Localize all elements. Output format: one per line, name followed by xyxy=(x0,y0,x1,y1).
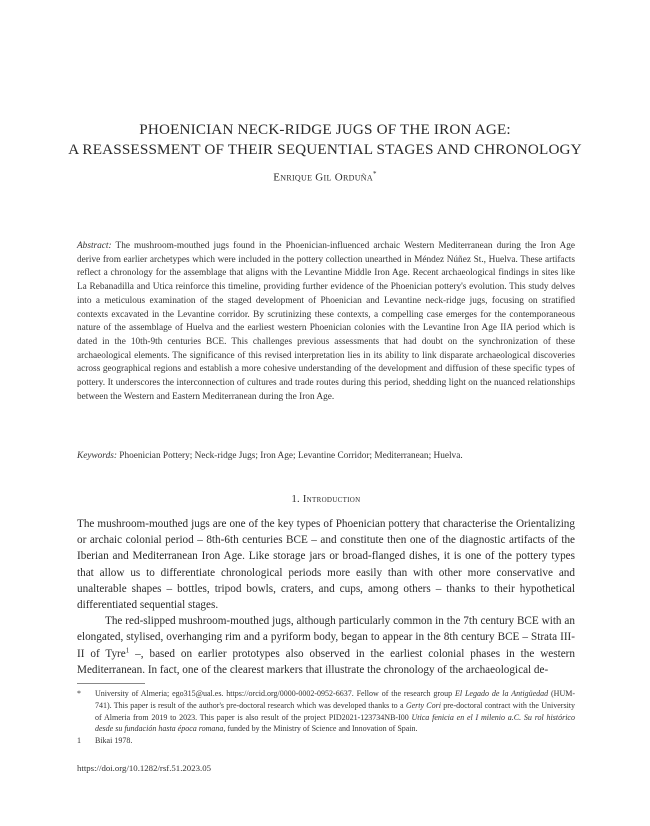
body-paragraph-2-end: –, based on earlier prototypes also observed in the earliest colonial phases in the western Mediterranean. In fact, one of the clearest markers that illustrate the chronology of the archaeological de- xyxy=(77,647,575,676)
title-line-2: A REASSESSMENT OF THEIR SEQUENTIAL STAGES AND CHRONOLOGY xyxy=(68,141,582,158)
footnote-author-mark: * xyxy=(77,689,81,698)
doi-link[interactable]: https://doi.org/10.1282/rsf.51.2023.05 xyxy=(77,763,211,773)
footnote-author-text-3: pre-doctoral contract with the University of Almeria from 2019 to 2023. This paper is also result of the project PID2021-123734NB-I00 xyxy=(95,700,576,722)
author-line xyxy=(40,170,610,184)
footnote-ref-1[interactable]: 1 xyxy=(125,645,130,654)
footnote-divider xyxy=(77,683,145,684)
footnote-1-mark: 1 xyxy=(77,736,81,746)
body-text xyxy=(77,516,575,678)
footnote-contract-name: Gerty Cori xyxy=(405,700,441,710)
title-line-1: PHOENICIAN NECK-RIDGE JUGS OF THE IRON AGE: xyxy=(139,121,511,138)
footnote-author-text-4: , funded by the Ministry of Science and Innovation of Spain. xyxy=(223,724,418,734)
footnote-1-text: Bikai 1978. xyxy=(95,736,133,746)
footnote-author-text-2: (HUM-741). This paper is result of the author's pre-doctoral research which was developed thanks to a xyxy=(95,689,576,710)
abstract xyxy=(77,240,575,404)
author-name: Enrique Gil Orduña xyxy=(273,171,373,184)
section-heading: 1. Introduction xyxy=(291,494,361,505)
footnotes xyxy=(77,688,575,747)
keywords-text: Phoenician Pottery; Neck-ridge Jugs; Iron Age; Levantine Corridor; Mediterranean; Huelva. xyxy=(116,451,463,461)
body-paragraph-2-start: The red-slipped mushroom-mouthed jugs, although particularly common in the 7th century BCE with an elongated, stylised, overhanging rim and a pyriform body, began to appear in the 8th century BCE – Strata III-II of Tyre xyxy=(77,615,575,660)
footnote-author xyxy=(77,688,575,735)
author-footnote-marker[interactable]: * xyxy=(372,170,377,178)
abstract-text: The mushroom-mouthed jugs found in the Phoenician-influenced archaic Western Mediterranean during the Iron Age derive from earlier archetypes which were included in the pottery collection unearthed in Méndez Núñez St., Huelva. These artifacts reflect a chronology for the assemblage that aligns with the Levantine Middle Iron Age. Recent archaeological findings in sites like La Rebanadilla and Utica reinforce this timeline, providing further evidence of the Phoenician pottery's evolution. This study delves into a meticulous examination of the staged development of Phoenician and Levantine neck-ridge jugs, focusing on stratified contexts excavated in the Levantine corridor. By scrutinizing these contexts, a compelling case emerges for the contemporaneous nature of the assemblage of Huelva and the earliest western Phoenician colonies with the Levantine Iron Age IIA period which is dated in the 10th-9th centuries BCE. This challenges previous assessments that had doubt on the synchronization of these archaeological elements. The significance of this revised interpretation lies in its ability to link disparate archaeological discoveries across geographical regions and establish a more cohesive understanding of the development and diffusion of these specific types of pottery. It underscores the interconnection of cultures and trade routes during this period, shedding light on the nuanced relationships between the Western and Eastern Mediterranean during the Iron Age. xyxy=(77,241,575,402)
body-paragraph-1: The mushroom-mouthed jugs are one of the key types of Phoenician pottery that characterise the Orientalizing or archaic colonial period – 8th-6th centuries BCE – and constitute then one of the diagnostic artifacts of the Iberian and Mediterranean Iron Age. Like storage jars or broad-flanged dishes, it is one of the pottery types that allow us to differentiate chronological periods more easily than with other more conservative and unalterable shapes – bottles, tripod bowls, craters, and cups, among others – thanks to their hypothetical differentiated sequential stages. xyxy=(77,518,575,612)
footnote-author-text-1: University of Almeria; ego315@ual.es. https://orcid.org/0000-0002-0952-6637. Fellow of the research group xyxy=(95,689,455,698)
footnote-project-title: Utica fenicia en el I milenio a.C. Su rol histórico desde su fundación hasta época romana xyxy=(95,712,575,734)
footnote-research-group: El Legado de la Antigüedad xyxy=(454,689,549,698)
keywords xyxy=(77,450,575,464)
keywords-label: Keywords: xyxy=(77,451,117,461)
paper-title xyxy=(40,120,610,160)
body-paragraph-2 xyxy=(77,613,575,678)
abstract-label: Abstract: xyxy=(77,241,112,251)
footnote-1 xyxy=(77,735,575,747)
